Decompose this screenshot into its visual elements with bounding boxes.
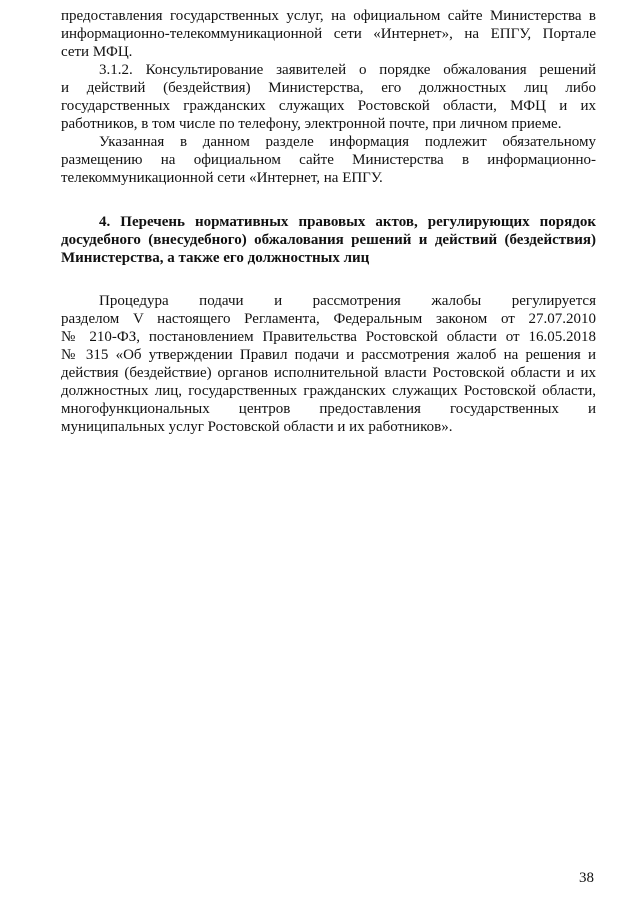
text-line: размещению на официальном сайте Министерства в информационно- xyxy=(61,152,596,168)
text-line: работников, в том числе по телефону, электронной почте, при личном приеме. xyxy=(61,116,562,132)
text-line: и действий (бездействия) Министерства, его должностных лиц либо xyxy=(61,80,596,96)
heading-line: досудебного (внесудебного) обжалования решений и действий (бездействия) xyxy=(61,232,596,248)
text-line: № 315 «Об утверждении Правил подачи и рассмотрения жалоб на решения и xyxy=(61,347,596,363)
text-line: должностных лиц, государственных гражданских служащих Ростовской области, xyxy=(61,383,596,399)
section-4-heading xyxy=(61,213,596,267)
text-line: государственных гражданских служащих Ростовской области, МФЦ и их xyxy=(61,98,596,114)
document-page xyxy=(61,7,596,436)
text-line: телекоммуникационной сети «Интернет, на ЕПГУ. xyxy=(61,170,383,186)
paragraph-3-1-2 xyxy=(61,61,596,133)
heading-line: 4. Перечень нормативных правовых актов, регулирующих порядок xyxy=(99,214,596,230)
text-line: действия (бездействие) органов исполнительной власти Ростовской области и их xyxy=(61,365,596,381)
spacer xyxy=(61,187,596,213)
text-line: № 210-ФЗ, постановлением Правительства Ростовской области от 16.05.2018 xyxy=(61,329,596,345)
text-line: многофункциональных центров предоставления государственных и xyxy=(61,401,596,417)
section-4-body xyxy=(61,292,596,436)
text-line: предоставления государственных услуг, на официальном сайте Министерства в xyxy=(61,8,596,24)
text-line: муниципальных услуг Ростовской области и их работников». xyxy=(61,419,453,435)
text-line: информационно-телекоммуникационной сети «Интернет», на ЕПГУ, Портале xyxy=(61,26,596,42)
paragraph-publication xyxy=(61,133,596,187)
text-line: 3.1.2. Консультирование заявителей о порядке обжалования решений xyxy=(99,62,596,78)
paragraph-service-info xyxy=(61,7,596,61)
text-line: сети МФЦ. xyxy=(61,44,133,60)
text-line: разделом V настоящего Регламента, Федеральным законом от 27.07.2010 xyxy=(61,311,596,327)
page-number: 38 xyxy=(579,870,594,886)
text-line: Указанная в данном разделе информация подлежит обязательному xyxy=(99,134,596,150)
heading-line: Министерства, а также его должностных лиц xyxy=(61,250,370,266)
spacer xyxy=(61,267,596,292)
text-line: Процедура подачи и рассмотрения жалобы регулируется xyxy=(99,293,596,309)
